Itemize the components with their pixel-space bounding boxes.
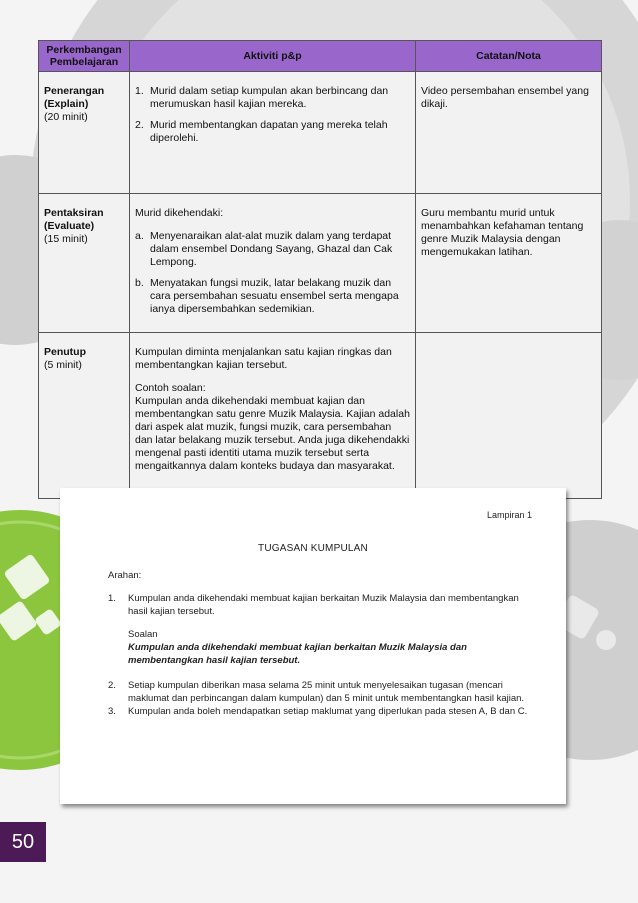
header-perkembangan: Perkembangan Pembelajaran [39,41,130,72]
table-row-penerangan [39,72,602,194]
list-item [108,679,538,705]
activity-text: Kumpulan diminta menjalankan satu kajian ringkas dan membentangkan kajian tersebut. [135,346,392,371]
appendix-title: TUGASAN KUMPULAN [258,543,368,554]
phase-time: (5 minit) [44,359,82,371]
list-item [135,119,410,145]
list-marker: 3. [108,706,116,717]
phase-time: (15 minit) [44,233,88,245]
list-text: Murid membentangkan dapatan yang mereka telah diperolehi. [150,119,388,144]
list-item [135,230,410,269]
phase-time: (20 minit) [44,111,88,123]
instructions-label: Arahan: [108,570,142,581]
question-text: Kumpulan anda dikehendaki membuat kajian berkaitan Muzik Malaysia dan membentangkan hasil kajian tersebut. [128,642,467,666]
list-text: Menyenaraikan alat-alat muzik dalam yang terdapat dalam ensembel Dondang Sayang, Ghazal dan Cak Lempong. [150,230,393,268]
lesson-plan-table [38,40,602,499]
note-cell: Guru membantu murid untuk menambahkan kefahaman tentang genre Muzik Malaysia dengan mengemukakan latihan. [416,194,602,333]
list-marker: 2. [108,680,116,691]
list-item [135,277,410,316]
list-item [135,85,410,111]
page-number: 50 [0,822,46,862]
question-label: Soalan [128,629,158,640]
phase-cell [39,72,130,194]
list-marker: b. [135,277,144,289]
list-item [108,592,538,618]
note-cell [416,333,602,499]
list-text: Setiap kumpulan diberikan masa selama 25 minit untuk menyelesaikan tugasan (mencari maklumat dan perbincangan dalam kumpulan) dan 5 minit untuk membentangkan hasil kajian. [128,680,525,704]
list-marker: 1. [108,593,116,604]
list-item [108,705,538,718]
phase-name: Penerangan (Explain) [44,85,105,110]
appendix-tag: Lampiran 1 [486,510,532,520]
list-text: Kumpulan anda dikehendaki membuat kajian berkaitan Muzik Malaysia dan membentangkan hasil kajian tersebut. [128,593,519,617]
activity-intro: Murid dikehendaki: [135,207,224,219]
list-marker: a. [135,230,144,242]
activity-cell [130,72,416,194]
header-aktiviti: Aktiviti p&p [130,41,416,72]
table-row-pentaksiran [39,194,602,333]
list-marker: 2. [135,119,144,131]
table-row-penutup [39,333,602,499]
appendix-sheet [60,488,566,804]
list-text: Kumpulan anda boleh mendapatkan setiap maklumat yang diperlukan pada stesen A, B dan C. [128,706,528,717]
phase-name: Penutup [44,346,86,358]
activity-cell [130,333,416,499]
header-catatan: Catatan/Nota [416,41,602,72]
example-text: Kumpulan anda dikehendaki membuat kajian dan membentangkan satu genre Muzik Malaysia. Kajian adalah dari aspek alat muzik, fungsi muzik, cara persembahan dan latar belakang muzik tersebut. Anda juga dikehendakki mengenal pasti identiti utama muzik tersebut serta mengaitkannya dalam konteks budaya dan masyarakat. [135,395,410,472]
activity-cell [130,194,416,333]
note-cell: Video persembahan ensembel yang dikaji. [416,72,602,194]
example-label: Contoh soalan: [135,382,206,394]
phase-cell [39,194,130,333]
phase-cell [39,333,130,499]
question-block [108,628,538,667]
list-marker: 1. [135,85,144,97]
table-header-row [39,41,602,72]
list-text: Murid dalam setiap kumpulan akan berbincang dan merumuskan hasil kajian mereka. [150,85,389,110]
phase-name: Pentaksiran (Evaluate) [44,207,104,232]
list-text: Menyatakan fungsi muzik, latar belakang muzik dan cara persembahan sesuatu ensembel serta mengapa ianya dipersembahkan sedemikian. [150,277,399,315]
instructions-list [108,592,538,718]
